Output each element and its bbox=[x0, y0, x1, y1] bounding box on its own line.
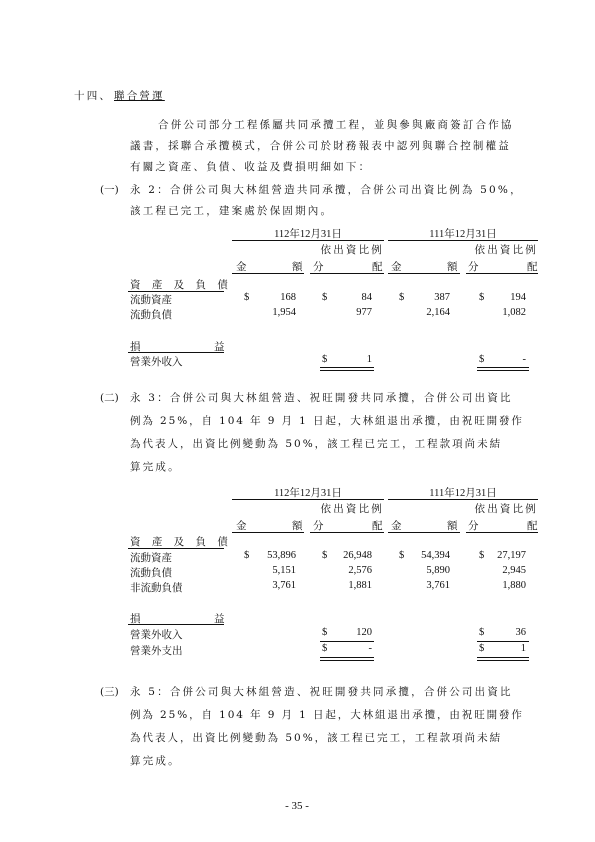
currency-sign: $ bbox=[479, 354, 485, 365]
amount-header-b: 額 bbox=[292, 261, 303, 273]
amount-header-a: 金 bbox=[236, 520, 247, 532]
intro-line: 議書，採聯合承攬模式，合併公司於財務報表中認列與聯合控制權益 bbox=[130, 140, 511, 152]
row-label: 非流動負債 bbox=[130, 582, 183, 594]
cell-value: 2,164 bbox=[426, 307, 450, 318]
currency-sign: $ bbox=[479, 292, 485, 303]
cell-value: 1,880 bbox=[502, 580, 526, 591]
period-rule bbox=[232, 499, 384, 500]
column-rule bbox=[232, 532, 304, 533]
item-number: (一) bbox=[100, 184, 119, 196]
item-text-line: 永 5：合併公司與大林組營造、祝旺開發共同承攬，合併公司出資比 bbox=[130, 686, 513, 698]
column-rule bbox=[466, 532, 538, 533]
cell-value: 27,197 bbox=[497, 550, 526, 561]
cell-value: 1 bbox=[520, 643, 526, 654]
item-number: (三) bbox=[100, 686, 119, 698]
item-text-line: 例為 25%，自 104 年 9 月 1 日起，大林組退出承攬，由祝旺開發作 bbox=[130, 709, 524, 721]
column-rule bbox=[310, 532, 384, 533]
period-rule bbox=[388, 499, 538, 500]
currency-sign: $ bbox=[399, 292, 405, 303]
amount-header-b: 額 bbox=[447, 520, 458, 532]
cell-value: 1,954 bbox=[272, 307, 296, 318]
ratio-header-b: 配 bbox=[372, 520, 383, 532]
ratio-header-a: 分 bbox=[313, 261, 324, 273]
cell-value: 387 bbox=[434, 292, 450, 303]
ratio-header: 依出資比例 bbox=[320, 244, 384, 256]
ratio-header: 依出資比例 bbox=[474, 503, 538, 515]
column-rule bbox=[388, 273, 460, 274]
cell-underline bbox=[477, 641, 529, 642]
column-rule bbox=[232, 273, 304, 274]
row-label: 流動負債 bbox=[130, 567, 172, 579]
currency-sign: $ bbox=[244, 292, 250, 303]
amount-header-a: 金 bbox=[391, 520, 402, 532]
period-header: 111年12月31日 bbox=[429, 229, 497, 240]
cell-value: - bbox=[522, 354, 526, 365]
section-label-rule bbox=[128, 548, 224, 549]
cell-value: 168 bbox=[280, 292, 296, 303]
cell-underline bbox=[320, 641, 374, 642]
item-text-line: 為代表人，出資比例變動為 50%，該工程已完工，工程款項尚未結 bbox=[130, 732, 503, 744]
cell-value: 120 bbox=[356, 627, 372, 638]
cell-value: 26,948 bbox=[343, 550, 372, 561]
section-label: 資 產 及 負 債 bbox=[130, 536, 232, 548]
item-text-line: 算完成。 bbox=[130, 755, 181, 767]
row-label: 營業外收入 bbox=[130, 356, 183, 368]
cell-value: 1 bbox=[366, 354, 372, 365]
currency-sign: $ bbox=[479, 627, 485, 638]
row-label: 營業外支出 bbox=[130, 645, 183, 657]
period-rule bbox=[388, 240, 538, 241]
row-label: 營業外收入 bbox=[130, 629, 183, 641]
period-header: 111年12月31日 bbox=[429, 488, 497, 499]
cell-value: 53,896 bbox=[267, 550, 296, 561]
section-title: 聯合營運 bbox=[114, 90, 165, 102]
currency-sign: $ bbox=[322, 292, 328, 303]
cell-value: 3,761 bbox=[272, 580, 296, 591]
amount-header-b: 額 bbox=[292, 520, 303, 532]
row-label: 流動負債 bbox=[130, 309, 172, 321]
row-label: 流動資產 bbox=[130, 294, 172, 306]
item-text-line: 算完成。 bbox=[130, 461, 181, 473]
currency-sign: $ bbox=[479, 550, 485, 561]
cell-value: 1,082 bbox=[502, 307, 526, 318]
section-label: 資 產 及 負 債 bbox=[130, 279, 232, 291]
cell-value: 84 bbox=[361, 292, 372, 303]
item-number: (二) bbox=[100, 392, 119, 404]
ratio-header-b: 配 bbox=[527, 520, 538, 532]
total-double-rule bbox=[477, 367, 529, 371]
cell-value: 194 bbox=[510, 292, 526, 303]
item-text-line: 永 3：合併公司與大林組營造、祝旺開發共同承攬，合併公司出資比 bbox=[130, 392, 513, 404]
currency-sign: $ bbox=[322, 627, 328, 638]
ratio-header-b: 配 bbox=[527, 261, 538, 273]
item-text-line: 永 2：合併公司與大林組營造共同承攬，合併公司出資比例為 50%， bbox=[130, 184, 523, 196]
section-number: 十四、 bbox=[74, 90, 113, 102]
ratio-header-a: 分 bbox=[313, 520, 324, 532]
pl-label-rule bbox=[128, 624, 224, 625]
cell-value: 54,394 bbox=[421, 550, 450, 561]
currency-sign: $ bbox=[244, 550, 250, 561]
currency-sign: $ bbox=[322, 643, 328, 654]
period-header: 112年12月31日 bbox=[274, 488, 342, 499]
ratio-header-b: 配 bbox=[372, 261, 383, 273]
currency-sign: $ bbox=[479, 643, 485, 654]
cell-value: 2,576 bbox=[348, 565, 372, 576]
total-double-rule bbox=[477, 657, 529, 661]
ratio-header: 依出資比例 bbox=[474, 244, 538, 256]
currency-sign: $ bbox=[322, 550, 328, 561]
ratio-header-a: 分 bbox=[468, 520, 479, 532]
currency-sign: $ bbox=[322, 354, 328, 365]
cell-value: 36 bbox=[515, 627, 526, 638]
cell-value: 5,890 bbox=[426, 565, 450, 576]
item-text-line: 該工程已完工，建案處於保固期內。 bbox=[130, 205, 334, 217]
column-rule bbox=[388, 532, 460, 533]
period-rule bbox=[232, 240, 384, 241]
pl-label-b: 益 bbox=[214, 613, 225, 625]
item-text-line: 例為 25%，自 104 年 9 月 1 日起，大林組退出承攬，由祝旺開發作 bbox=[130, 415, 524, 427]
column-rule bbox=[310, 273, 384, 274]
currency-sign: $ bbox=[399, 550, 405, 561]
total-double-rule bbox=[320, 657, 374, 661]
pl-label-b: 益 bbox=[214, 341, 225, 353]
cell-value: 2,945 bbox=[502, 565, 526, 576]
intro-line: 合併公司部分工程係屬共同承攬工程，並與參與廠商簽訂合作協 bbox=[158, 119, 514, 131]
row-label: 流動資產 bbox=[130, 552, 172, 564]
ratio-header-a: 分 bbox=[468, 261, 479, 273]
total-double-rule bbox=[320, 367, 374, 371]
ratio-header: 依出資比例 bbox=[320, 503, 384, 515]
intro-line: 有關之資產、負債、收益及費損明細如下： bbox=[130, 161, 372, 173]
pl-label-a: 損 bbox=[130, 341, 141, 353]
cell-value: - bbox=[368, 643, 372, 654]
cell-value: 3,761 bbox=[426, 580, 450, 591]
page-number: - 35 - bbox=[285, 800, 309, 812]
amount-header-a: 金 bbox=[391, 261, 402, 273]
amount-header-a: 金 bbox=[236, 261, 247, 273]
cell-value: 977 bbox=[356, 307, 372, 318]
cell-value: 5,151 bbox=[272, 565, 296, 576]
period-header: 112年12月31日 bbox=[274, 229, 342, 240]
pl-label-a: 損 bbox=[130, 613, 141, 625]
item-text-line: 為代表人，出資比例變動為 50%，該工程已完工，工程款項尚未結 bbox=[130, 438, 503, 450]
amount-header-b: 額 bbox=[447, 261, 458, 273]
pl-label-rule bbox=[128, 352, 224, 353]
column-rule bbox=[466, 273, 538, 274]
cell-value: 1,881 bbox=[348, 580, 372, 591]
